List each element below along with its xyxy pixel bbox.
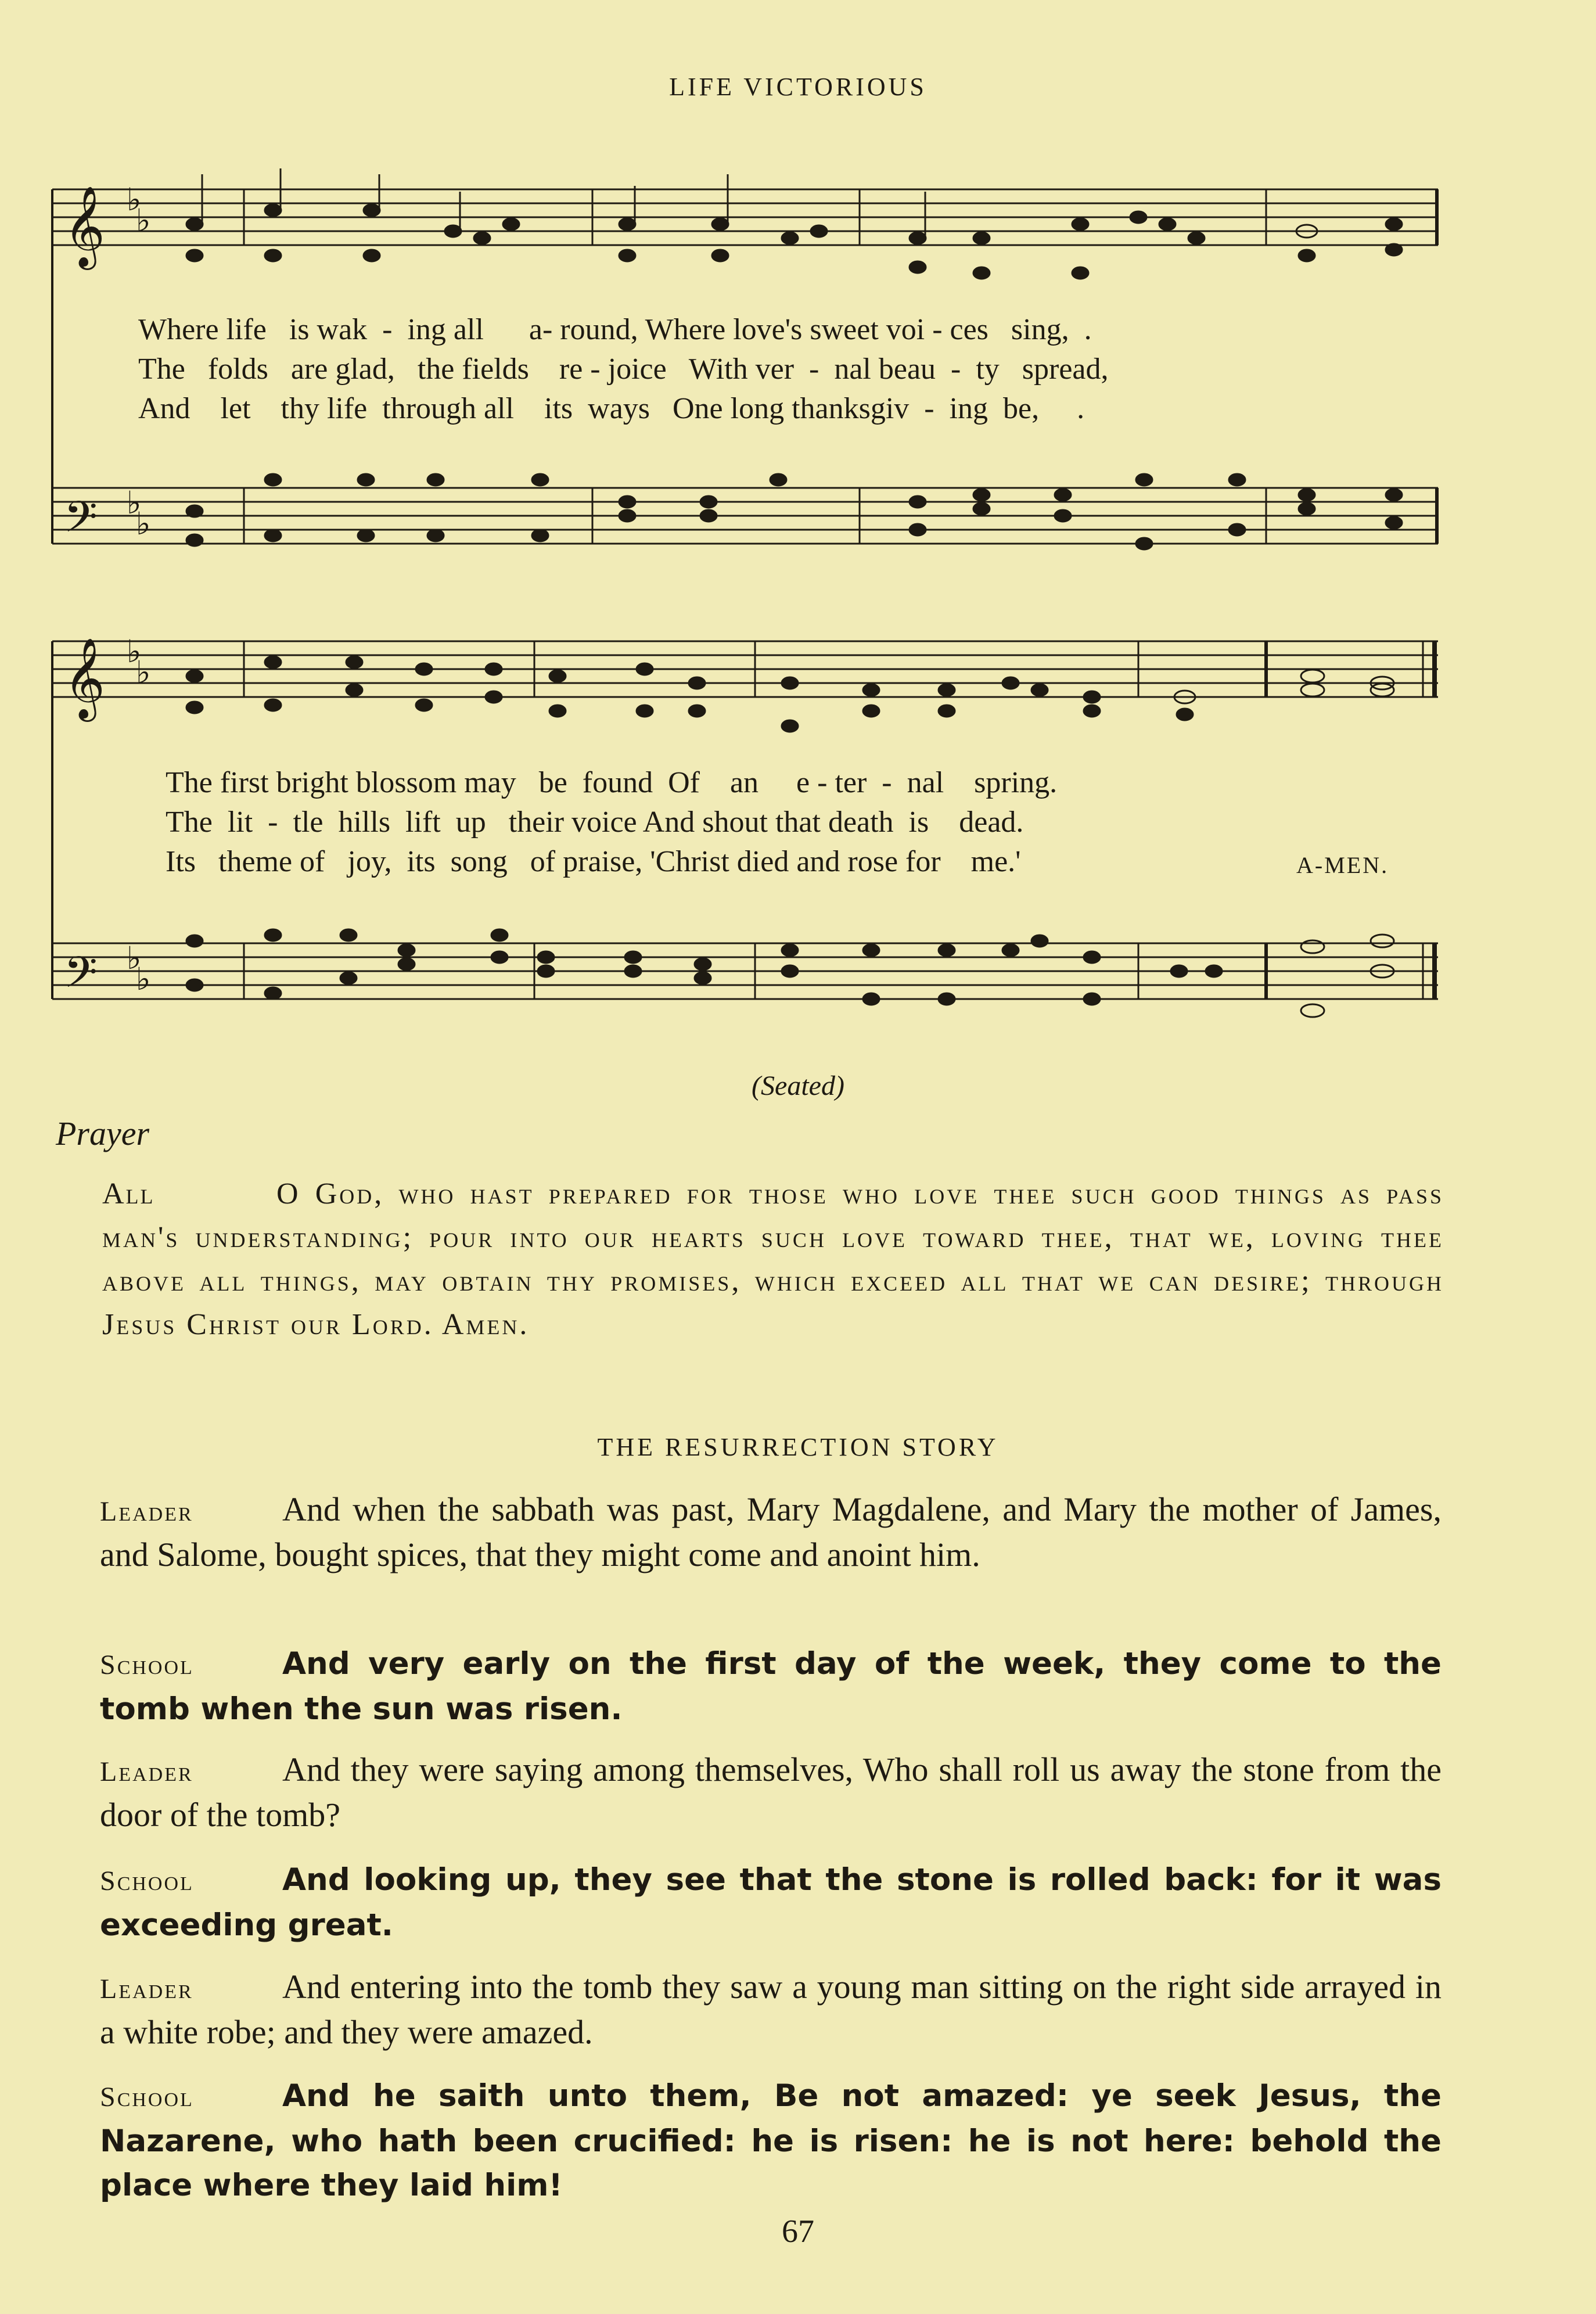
response-leader-1 [100,1488,1442,1576]
response-text: And very early on the first day of the week, they come to the tomb when the sun was risen. [100,1646,1442,1727]
response-role: Leader [100,1496,193,1527]
staff-system2-treble [52,641,1438,697]
response-school-3 [100,2074,1442,2207]
response-leader-3 [100,1966,1442,2054]
response-role: School [100,1650,194,1680]
svg-text:♭: ♭ [127,940,142,976]
response-text: And he saith unto them, Be not amazed: ye seek Jesus, the Nazarene, who hath been crucified: he is risen: he is not here: behold the place where they laid him! [100,2078,1442,2203]
lyrics-system1-verse1: Where life is wak - ing all a- round, Where love's sweet voi - ces sing, . [138,313,1092,346]
svg-text:♭: ♭ [136,505,151,542]
seated-instruction: (Seated) [752,1070,844,1101]
response-role: Leader [100,1974,193,2004]
response-role: School [100,2082,194,2112]
lyrics-system1-verse2: The folds are glad, the fields re - joice With ver - nal beau - ty spread, [138,353,1109,386]
svg-text:♭: ♭ [127,181,142,218]
response-role: Leader [100,1756,193,1787]
response-text: And looking up, they see that the stone is rolled back: for it was exceeding great. [100,1862,1442,1943]
response-role: School [100,1866,194,1896]
running-header: LIFE VICTORIOUS [669,73,927,101]
svg-text:♭: ♭ [127,633,142,670]
response-text: And entering into the tomb they saw a young man sitting on the right side arrayed in a white robe; and they were amazed. [100,1968,1442,2051]
response-leader-2 [100,1748,1442,1837]
svg-text:♭: ♭ [136,202,151,239]
svg-text:𝄢: 𝄢 [64,492,98,553]
svg-text:𝄢: 𝄢 [64,947,98,1008]
svg-text:𝄞: 𝄞 [64,186,105,267]
lyrics-system2-verse3: Its theme of joy, its song of praise, 'Christ died and rose for me.' [166,845,1021,878]
svg-text:♭: ♭ [136,654,151,691]
response-school-1 [100,1641,1442,1731]
prayer-body [102,1172,1444,1346]
prayer-text: O God, who hast prepared for those who love thee such good things as pass man's understanding; pour into our hearts such love toward thee, that we, loving thee above all things, may obtain thy promises, which exceed all that we can desire; through Jesus Christ our Lord. Amen. [102,1177,1444,1341]
response-text: And they were saying among themselves, Who shall roll us away the stone from the door of the tomb? [100,1751,1442,1834]
svg-text:♭: ♭ [127,484,142,521]
response-text: And when the sabbath was past, Mary Magdalene, and Mary the mother of James, and Salome, bought spices, that they might come and anoint him. [100,1490,1442,1573]
response-school-2 [100,1857,1442,1947]
section-title: THE RESURRECTION STORY [597,1433,999,1461]
page-number: 67 [782,2214,814,2250]
svg-text:♭: ♭ [136,961,151,997]
staff-system2-bass [52,943,1438,999]
prayer-heading: Prayer [56,1115,150,1152]
amen-label: A-MEN. [1296,852,1389,878]
lyrics-system2-verse2: The lit - tle hills lift up their voice And shout that death is dead. [166,806,1024,839]
prayer-role: All [102,1177,155,1210]
staff-system1-treble [52,189,1438,245]
lyrics-system2-verse1: The first bright blossom may be found Of an e - ter - nal spring. [166,766,1058,799]
staff-system1-bass [52,488,1438,544]
svg-text:𝄞: 𝄞 [64,638,105,718]
lyrics-system1-verse3: And let thy life through all its ways One long thanksgiv - ing be, . [138,392,1085,425]
